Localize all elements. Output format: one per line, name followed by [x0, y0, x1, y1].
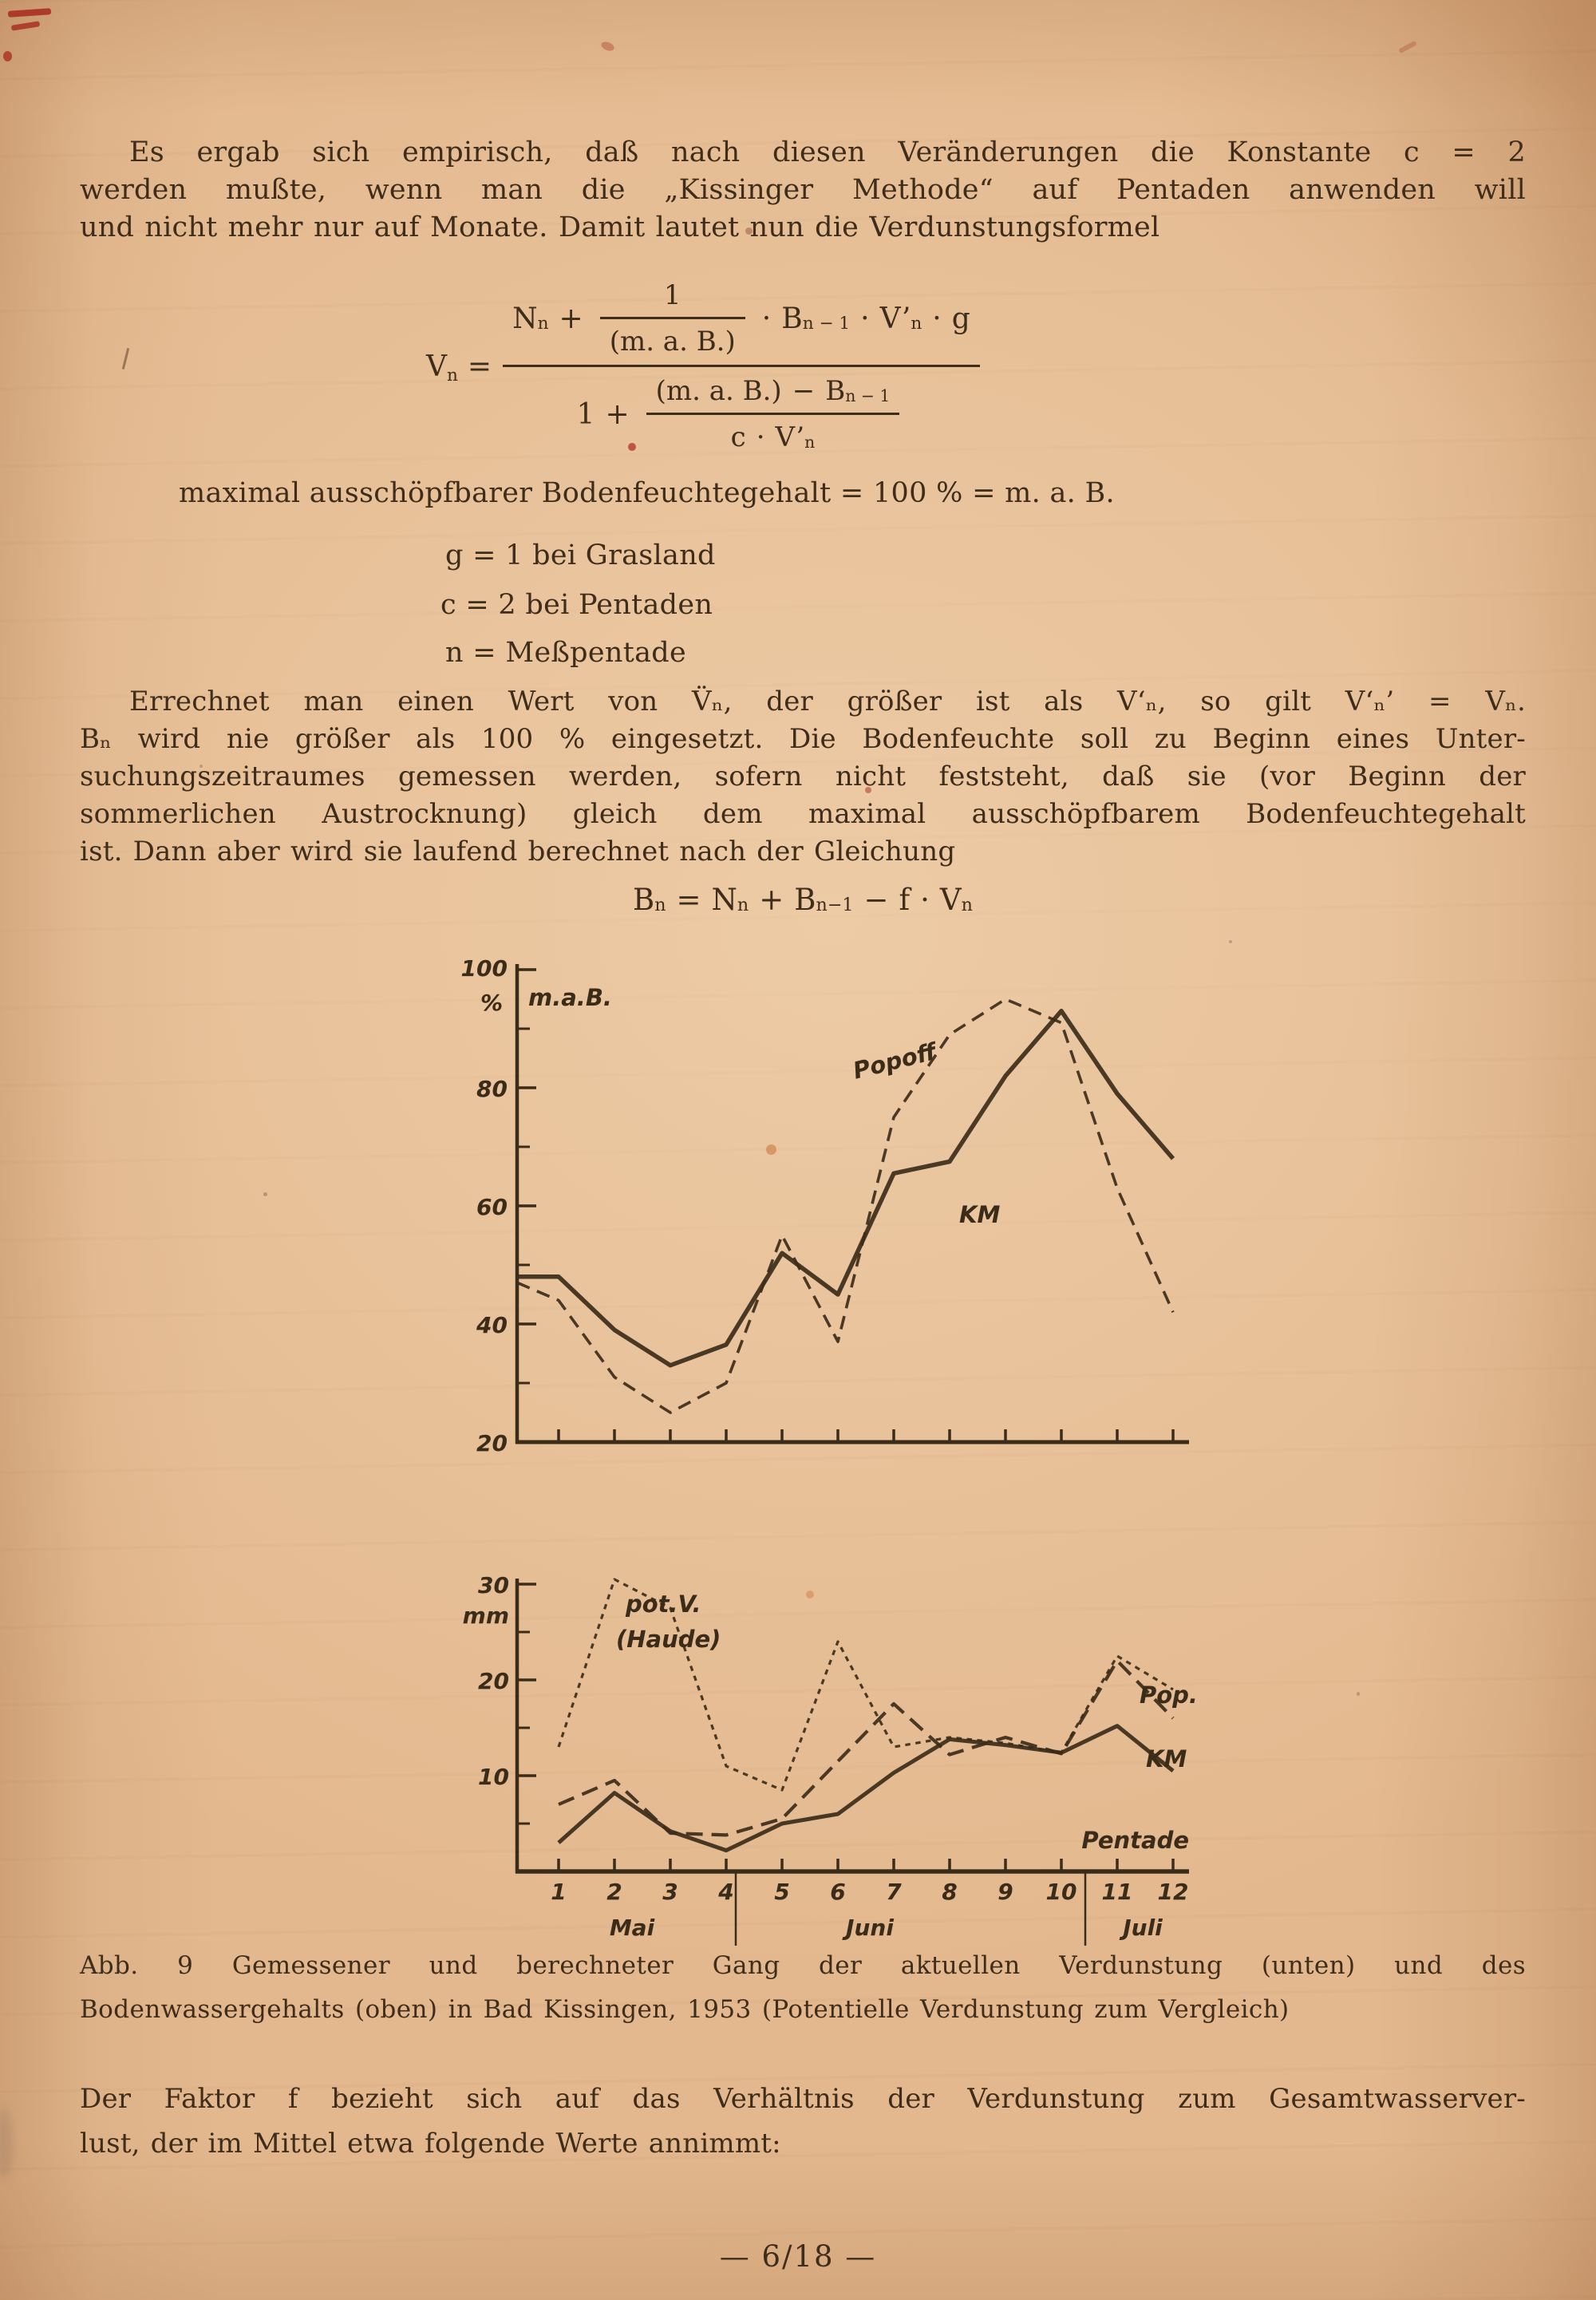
formula-numerator: N $_n$ + $\frac{1}{(m. a. B.)}$ · B $_{n - 1}$ · V’ $_n$ · g	[512, 279, 970, 358]
text-line: werden mußte, wenn man die „Kissinger Methode“ auf Pentaden anwenden will	[80, 174, 1526, 206]
series-label-haude: (Haude)	[616, 1626, 721, 1653]
series-label-potv: pot.V.	[626, 1591, 701, 1618]
lower-y-tick-label: 20	[478, 1668, 509, 1694]
paper-speck	[1357, 1692, 1360, 1696]
upper-chart	[461, 955, 1189, 1456]
series-label-km-upper: KM	[959, 1201, 1001, 1228]
pentade-tick-label: 3	[662, 1879, 678, 1905]
pen-slash-mark	[122, 348, 129, 370]
formula-inner-fraction: (m. a. B.) − B $_{n - 1}$ c · V’ $_n$	[646, 373, 900, 455]
lower-y-tick-label: 30	[478, 1572, 509, 1599]
lower-chart	[478, 1572, 1189, 1946]
series-label-pop: Pop.	[1140, 1682, 1198, 1709]
formula-lhs: $V_n$ =	[426, 350, 492, 385]
month-label-juli: Juli	[1123, 1915, 1163, 1941]
paper-speck	[600, 40, 616, 53]
pentade-tick-label: 10	[1045, 1879, 1077, 1905]
lower-y-unit-mm: mm	[462, 1602, 509, 1629]
paper-smudge	[0, 2107, 13, 2179]
figure-svg	[447, 942, 1261, 1971]
series-label-km-lower: KM	[1146, 1745, 1187, 1772]
pentade-tick-label: 5	[774, 1879, 790, 1905]
paper-speck	[1398, 41, 1417, 54]
pentade-tick-label: 4	[718, 1879, 734, 1905]
red-dot	[3, 51, 12, 61]
upper-y-tick-label: 100	[460, 955, 508, 982]
pentade-tick-label: 12	[1157, 1879, 1189, 1905]
upper-axis-label-mab: m.a.B.	[528, 984, 612, 1011]
figure-caption	[80, 1944, 1526, 2032]
formula-main-fraction	[503, 276, 980, 456]
upper-y-unit-percent: %	[480, 990, 503, 1016]
upper-series-km	[517, 1011, 1173, 1365]
text-line: und nicht mehr nur auf Monate. Damit lautet nun die Verdunstungsformel	[80, 211, 1160, 243]
soil-moisture-equation: B $_n$ = N $_n$ + B $_{n-1}$ − f · V $_n$	[633, 883, 973, 917]
pentade-tick-label: 6	[830, 1879, 846, 1905]
month-label-juni: Juni	[846, 1915, 894, 1941]
pentade-tick-label: 1	[551, 1879, 567, 1905]
text-line: Der Faktor f bezieht sich auf das Verhältnis der Verdunstung zum Gesamtwasserver-	[80, 2083, 1526, 2115]
text-line: suchungszeitraumes gemessen werden, sofern nicht feststeht, daß sie (vor Beginn der	[80, 761, 1526, 792]
pentade-tick-label: 9	[998, 1879, 1013, 1905]
upper-y-tick-label: 80	[476, 1076, 508, 1102]
evaporation-formula	[426, 276, 986, 456]
text-line: ist. Dann aber wird sie laufend berechnet nach der Gleichung	[80, 836, 956, 867]
definition-g: g = 1 bei Grasland	[445, 539, 716, 571]
definition-c: c = 2 bei Pentaden	[440, 589, 713, 621]
text-line: lust, der im Mittel etwa folgende Werte annimmt:	[80, 2128, 781, 2160]
formula-inner-fraction: $\frac{1}{(m. a. B.)}$	[600, 278, 745, 359]
definition-n: n = Meßpentade	[445, 637, 686, 669]
formula-denominator: 1 + (m. a. B.) − B $_{n - 1}$ c · V’ $_n$	[503, 365, 980, 456]
pentade-tick-label: 7	[886, 1879, 902, 1905]
lower-series-pop	[559, 1661, 1173, 1835]
pentade-tick-label: 11	[1101, 1879, 1133, 1905]
paragraph-soil-moisture	[80, 683, 1526, 871]
figure-abb9	[447, 942, 1261, 1971]
upper-y-tick-label: 20	[476, 1430, 508, 1456]
x-axis-label-pentade: Pentade	[1081, 1827, 1189, 1854]
series-label-popoff: Popoff	[850, 1037, 939, 1085]
upper-y-tick-label: 40	[476, 1312, 508, 1338]
paper-speck	[263, 1192, 267, 1196]
upper-series-popoff	[517, 999, 1173, 1413]
upper-y-tick-label: 60	[476, 1194, 508, 1220]
caption-line: Abb. 9 Gemessener und berechneter Gang der aktuellen Verdunstung (unten) und des	[80, 1951, 1526, 1980]
definition-mab: maximal ausschöpfbarer Bodenfeuchtegehalt = 100 % = m. a. B.	[179, 477, 1115, 509]
page-number: — 6/18 —	[719, 2239, 877, 2274]
text-line: Es ergab sich empirisch, daß nach diesen Veränderungen die Konstante c = 2	[129, 136, 1526, 168]
pentade-tick-label: 8	[942, 1879, 958, 1905]
paragraph-factor-f	[80, 2077, 1526, 2166]
text-line: Bₙ wird nie größer als 100 % eingesetzt. Die Bodenfeuchte soll zu Beginn eines Unter-	[80, 723, 1526, 755]
red-corner-mark	[11, 21, 41, 31]
text-line: Errechnet man einen Wert von V̈ₙ, der größer ist als V‘ₙ, so gilt V‘ₙ’ = Vₙ.	[129, 686, 1526, 717]
month-label-mai: Mai	[609, 1915, 655, 1941]
text-line: sommerlichen Austrocknung) gleich dem maximal ausschöpfbarem Bodenfeuchtegehalt	[80, 798, 1526, 830]
pentade-tick-label: 2	[606, 1879, 622, 1905]
red-corner-mark	[8, 8, 51, 18]
caption-line: Bodenwassergehalts (oben) in Bad Kissingen, 1953 (Potentielle Verdunstung zum Vergleich)	[80, 1995, 1290, 2024]
paragraph-intro	[80, 134, 1526, 247]
lower-y-tick-label: 10	[478, 1764, 509, 1790]
